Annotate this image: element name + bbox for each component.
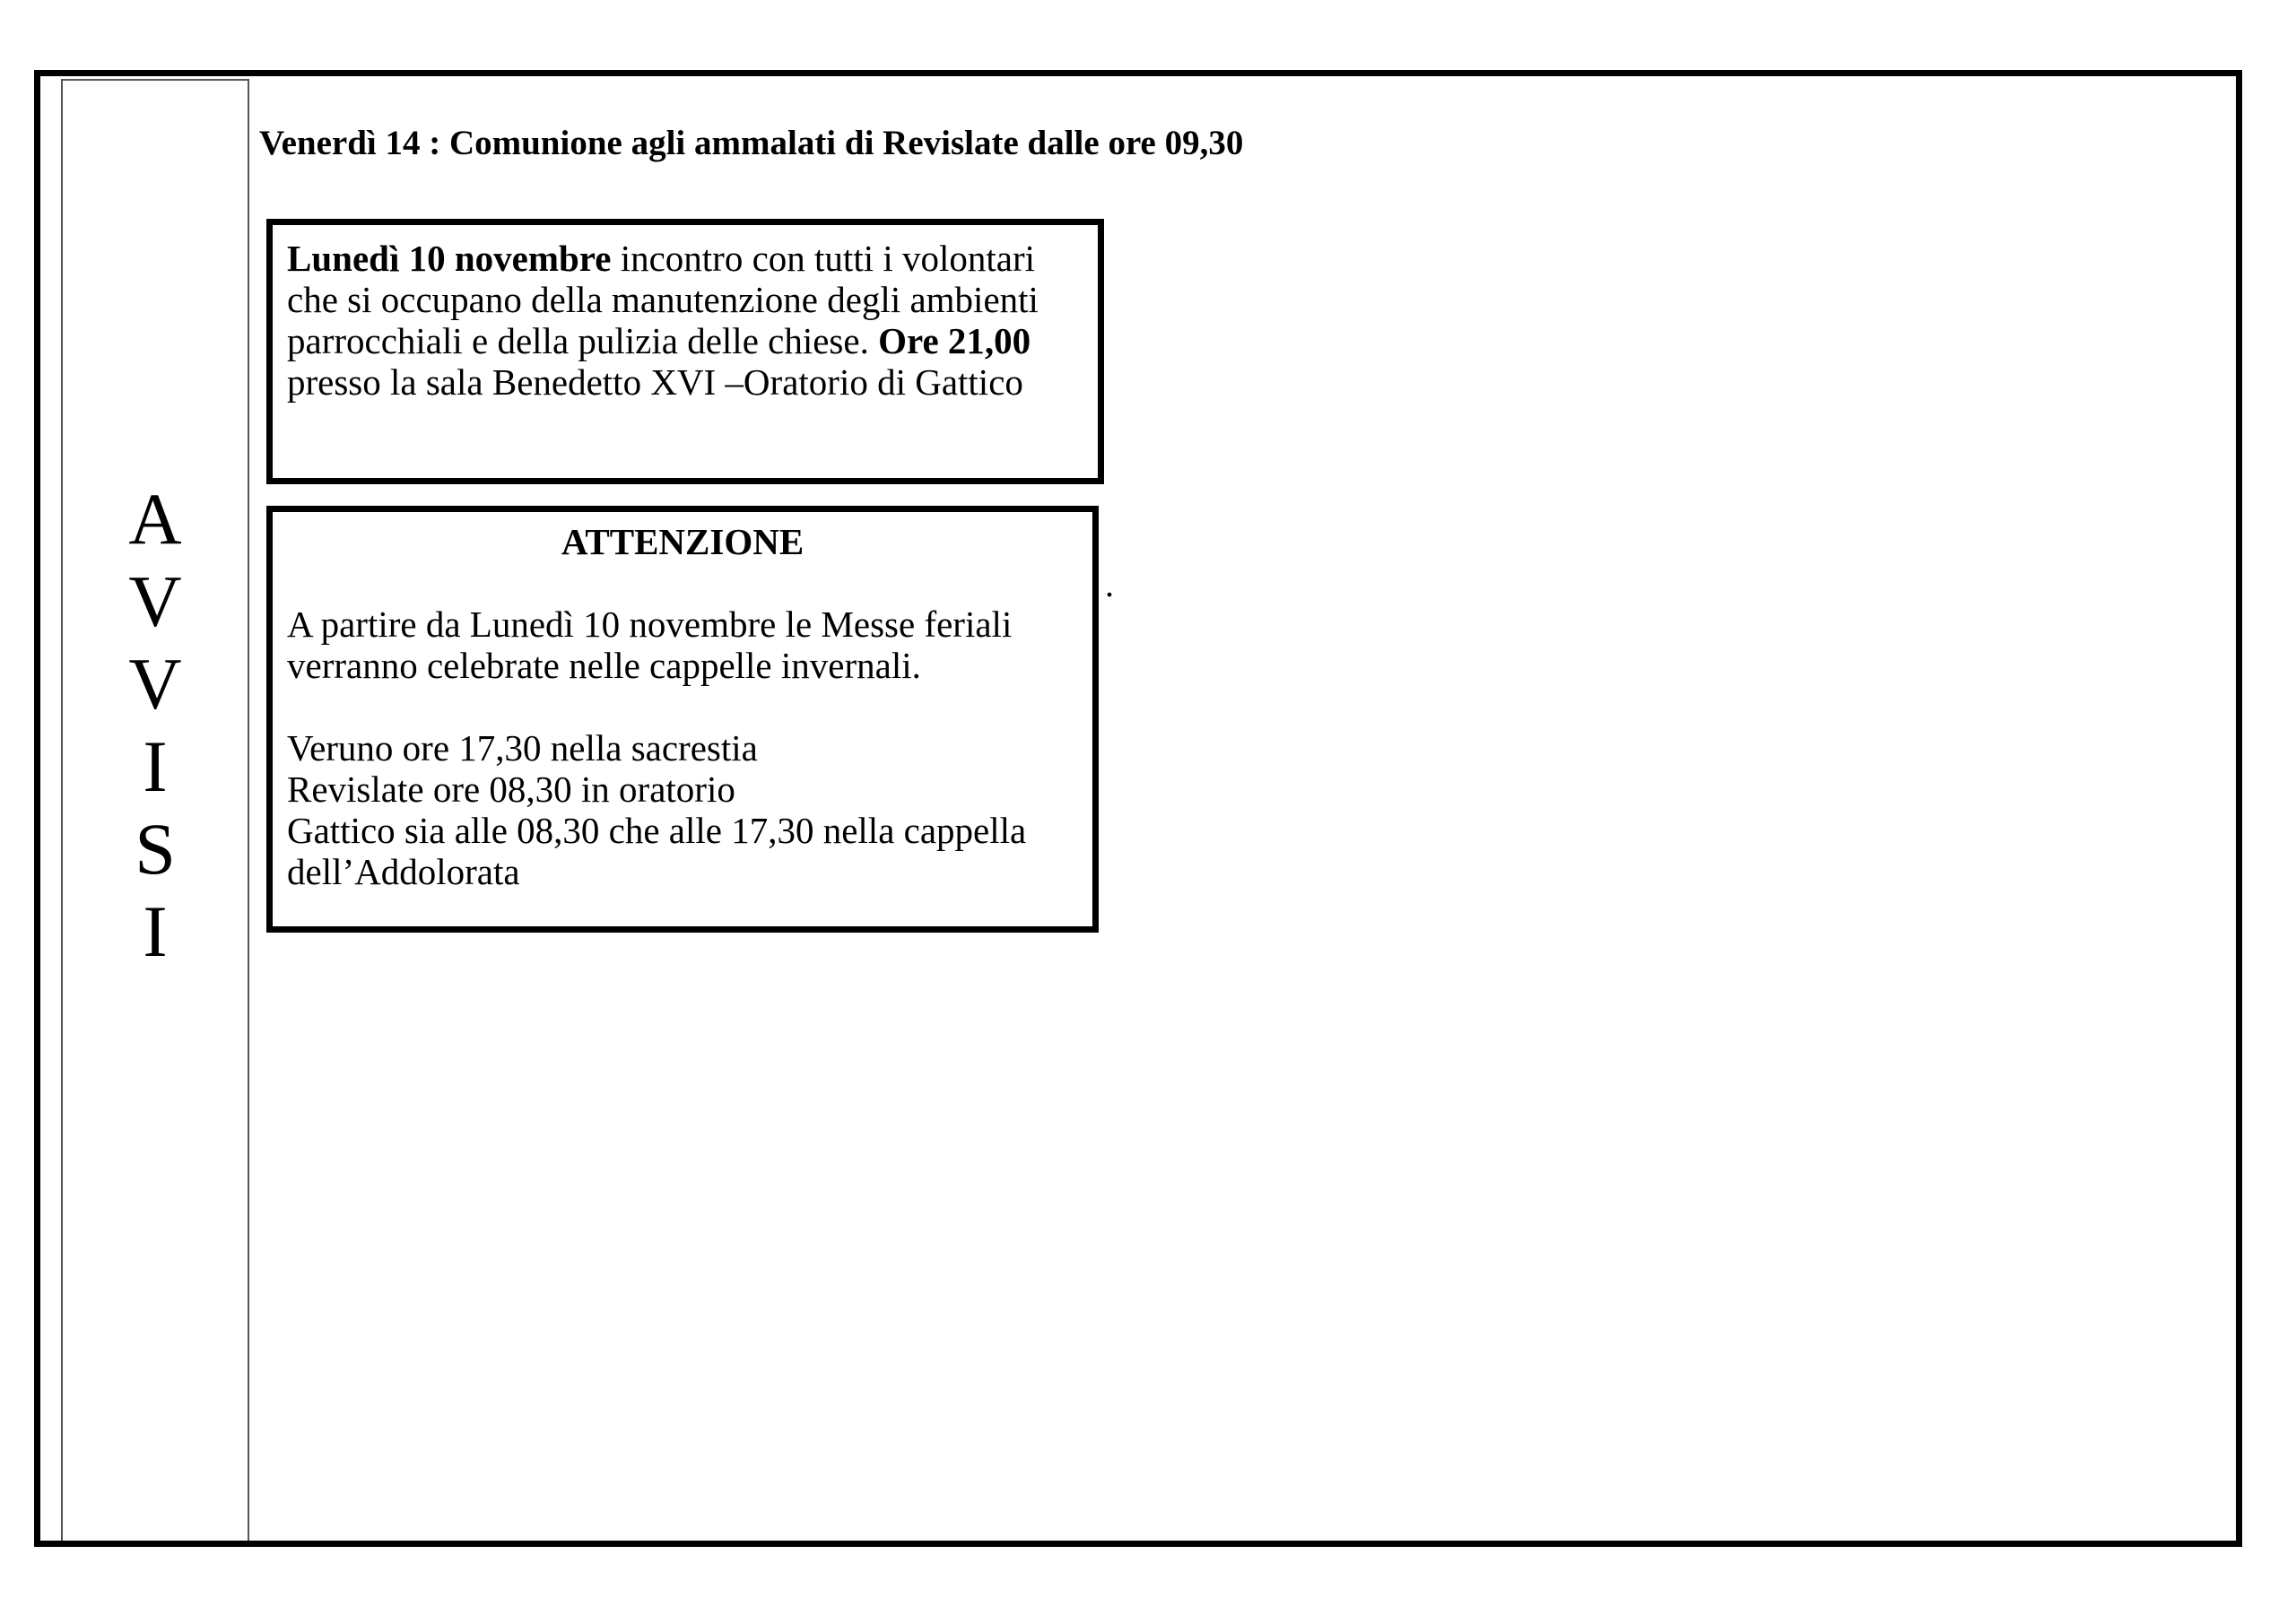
schedule-line: dell’Addolorata	[287, 851, 520, 892]
box1-line-3-text: parrocchiali e della pulizia delle chiese.	[287, 320, 879, 361]
schedule-line: Veruno ore 17,30 nella sacrestia	[287, 727, 758, 769]
avvisi-letter: V	[128, 560, 182, 642]
avvisi-letter: I	[143, 890, 168, 972]
attention-paragraph	[287, 604, 1078, 686]
avvisi-letter: I	[143, 725, 168, 807]
box1-line-4: presso la sala Benedetto XVI –Oratorio di Gattico	[287, 361, 1023, 403]
box1-line-3	[287, 320, 1083, 361]
schedule-line: Gattico sia alle 08,30 che alle 17,30 nella cappella	[287, 810, 1027, 851]
mass-schedule	[287, 727, 1078, 892]
stray-dot: .	[1105, 564, 1114, 604]
side-column	[61, 79, 249, 1541]
avvisi-vertical-label	[63, 478, 248, 973]
avvisi-letter: A	[128, 478, 182, 560]
box1-line-2: che si occupano della manutenzione degli ambienti	[287, 279, 1039, 320]
box1-date: Lunedì 10 novembre	[287, 238, 612, 279]
avvisi-letter: V	[128, 643, 182, 725]
notice-friday: Venerdì 14 : Comunione agli ammalati di Revislate dalle ore 09,30	[259, 124, 1244, 162]
attention-line: verranno celebrate nelle cappelle invernali.	[287, 645, 921, 686]
attention-title: ATTENZIONE	[561, 521, 804, 562]
schedule-line: Revislate ore 08,30 in oratorio	[287, 769, 735, 810]
attention-box	[266, 506, 1099, 933]
avvisi-letter: S	[135, 808, 176, 890]
box1-text: incontro con tutti i volontari	[611, 238, 1036, 279]
attention-line: A partire da Lunedì 10 novembre le Messe feriali	[287, 604, 1013, 645]
side-column-top-rule	[63, 79, 248, 81]
box1-time: Ore 21,00	[878, 320, 1031, 361]
volunteers-meeting-box	[266, 219, 1104, 484]
box1-line-1	[287, 238, 1083, 279]
